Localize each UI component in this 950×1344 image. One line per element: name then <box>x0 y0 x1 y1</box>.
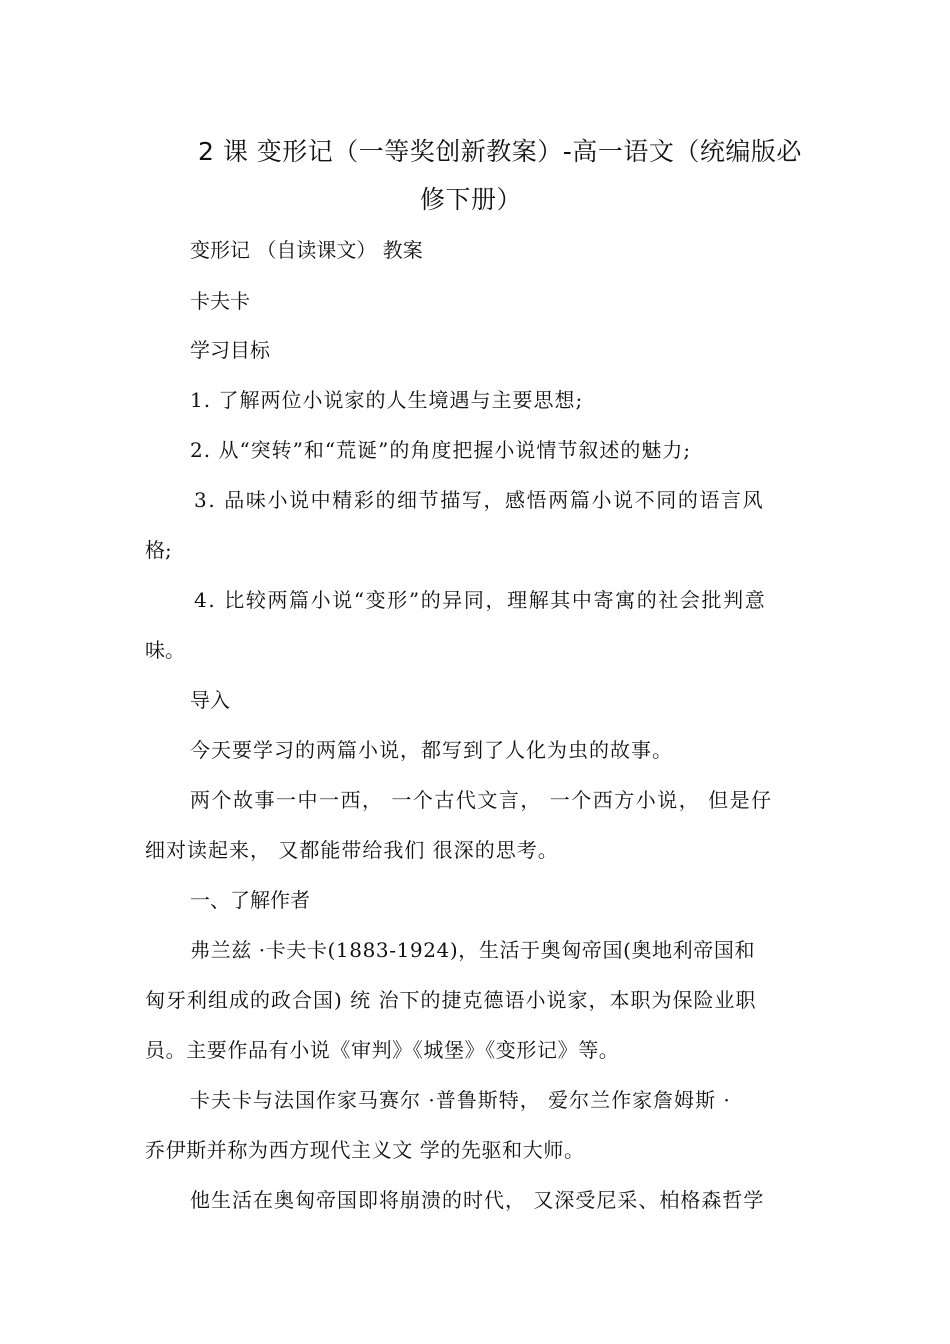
objective-3-line-2: 格; <box>145 538 172 562</box>
intro-paragraph-1: 今天要学习的两篇小说，都写到了人化为虫的故事。 <box>190 738 673 762</box>
intro-heading: 导入 <box>190 688 230 712</box>
lesson-subtitle: 变形记 （自读课文） 教案 <box>190 238 423 262</box>
section-1-heading: 一、了解作者 <box>190 888 310 912</box>
title-line-2: 修下册） <box>420 185 523 214</box>
author-paragraph-1-line-1: 弗兰兹 ·卡夫卡(1883-1924)，生活于奥匈帝国(奥地利帝国和 <box>190 938 756 962</box>
objective-1: 1. 了解两位小说家的人生境遇与主要思想; <box>190 388 584 412</box>
title-line-1: 2 课 变形记（一等奖创新教案）-高一语文（统编版必 <box>198 137 802 166</box>
objectives-heading: 学习目标 <box>190 338 270 362</box>
author-paragraph-2-line-1: 卡夫卡与法国作家马赛尔 ·普鲁斯特， 爱尔兰作家詹姆斯 · <box>190 1088 731 1112</box>
author-paragraph-1-line-2: 匈牙利组成的政合国) 统 治下的捷克德语小说家，本职为保险业职 <box>145 988 757 1012</box>
document-title <box>140 128 820 224</box>
author-paragraph-3-line-1: 他生活在奥匈帝国即将崩溃的时代， 又深受尼采、柏格森哲学 <box>190 1188 765 1212</box>
objective-4-line-1: 4. 比较两篇小说“变形”的异同，理解其中寄寓的社会批判意 <box>194 588 767 612</box>
objective-2: 2. 从“突转”和“荒诞”的角度把握小说情节叙述的魅力; <box>190 438 692 462</box>
objective-3-line-1: 3. 品味小说中精彩的细节描写，感悟两篇小说不同的语言风 <box>194 488 765 512</box>
intro-paragraph-2-line-2: 细对读起来， 又都能带给我们 很深的思考。 <box>145 838 559 862</box>
author-name: 卡夫卡 <box>190 289 250 313</box>
author-paragraph-2-line-2: 乔伊斯并称为西方现代主义文 学的先驱和大师。 <box>145 1138 585 1162</box>
author-paragraph-1-line-3: 员。主要作品有小说《审判》《城堡》《变形记》等。 <box>145 1038 620 1062</box>
objective-4-line-2: 味。 <box>145 638 185 662</box>
intro-paragraph-2-line-1: 两个故事一中一西， 一个古代文言， 一个西方小说， 但是仔 <box>190 788 773 812</box>
